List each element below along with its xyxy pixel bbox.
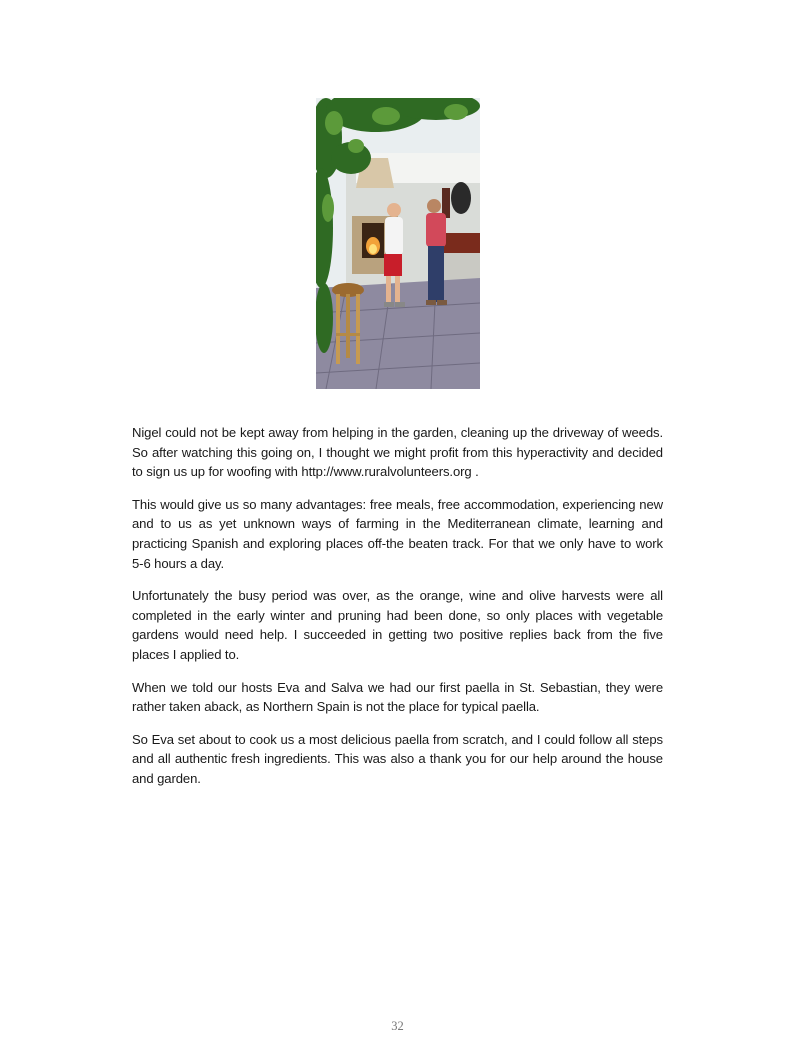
page-number: 32 [391, 1019, 404, 1033]
outdoor-kitchen-photo [316, 98, 480, 389]
paragraph-2: This would give us so many advantages: free meals, free accommodation, experiencing new and to us as yet unknown ways of farming in the Mediterranean climate, learning and practicing Spanish and exploring places off-the beaten track. For that we only have to work 5-6 hours a day. [132, 496, 663, 571]
paragraph-5: So Eva set about to cook us a most delicious paella from scratch, and I could follow all steps and all authentic fresh ingredients. This was also a thank you for our help around the house and garden. [132, 731, 663, 786]
paragraph-4: When we told our hosts Eva and Salva we had our first paella in St. Sebastian, they were rather taken aback, as Northern Spain is not the place for typical paella. [132, 679, 663, 715]
article-text [132, 423, 663, 802]
paragraph-1: Nigel could not be kept away from helping in the garden, cleaning up the driveway of weeds. So after watching this going on, I thought we might profit from this hyperactivity and decided to sign us up for woofing with http://www.ruralvolunteers.org . [132, 425, 663, 480]
paragraph-3: Unfortunately the busy period was over, as the orange, wine and olive harvests were all completed in the early winter and pruning had been done, so only places with vegetable gardens would need help. I succeeded in getting two positive replies back from the five places I applied to. [132, 588, 663, 662]
